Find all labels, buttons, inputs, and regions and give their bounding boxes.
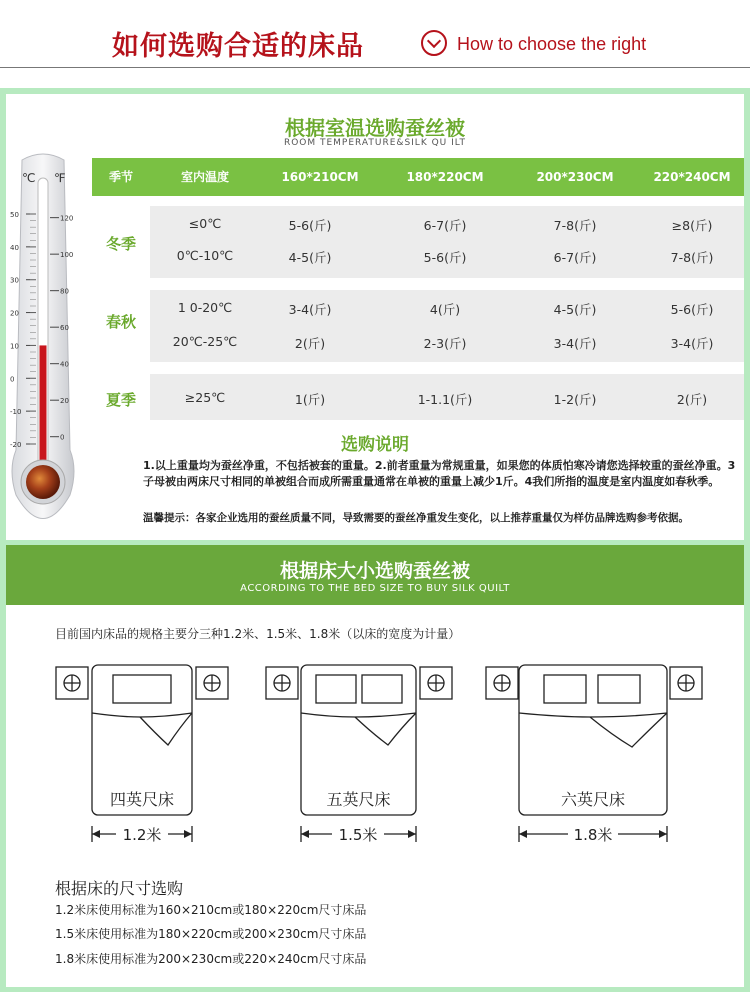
- table-cell: 4(斤): [429, 302, 461, 317]
- bed-size-guide-title: 根据床的尺寸选购: [55, 879, 184, 898]
- bed-width-1-2: 1.2米: [122, 826, 162, 844]
- fahrenheit-tick-label: 20: [60, 397, 69, 406]
- pillow-icon: [544, 675, 586, 703]
- table-cell: 2(斤): [676, 392, 708, 407]
- pillow-icon: [362, 675, 402, 703]
- celsius-tick-label: 40: [10, 243, 19, 252]
- chevron-down-circle-icon: [421, 30, 447, 56]
- celsius-tick-label: 30: [10, 276, 19, 285]
- table-cell: 4-5(斤): [553, 302, 597, 317]
- season-spring-autumn: 春秋: [105, 313, 136, 331]
- size-rule-1-2: 1.2米床使用标准为160×210cm或180×220cm尺寸床品: [55, 903, 367, 917]
- table-cell: 20℃-25℃: [172, 334, 238, 349]
- table-cell: 6-7(斤): [553, 250, 597, 265]
- bed-label-four-foot: 四英尺床: [109, 790, 174, 809]
- celsius-tick-label: -20: [10, 441, 22, 449]
- size-rule-1-5: 1.5米床使用标准为180×220cm或200×230cm尺寸床品: [55, 927, 367, 941]
- bed-width-1-5: 1.5米: [338, 826, 378, 844]
- celsius-tick-label: 20: [10, 309, 19, 318]
- table-cell: 7-8(斤): [670, 250, 714, 265]
- table-cell: 1(斤): [294, 392, 326, 407]
- page-title: 如何选购合适的床品: [112, 31, 364, 62]
- table-cell: 3-4(斤): [670, 336, 714, 351]
- size-rule-1-8: 1.8米床使用标准为200×230cm或220×240cm尺寸床品: [55, 952, 367, 966]
- table-cell: 1-2(斤): [553, 392, 597, 407]
- celsius-tick-label: -10: [10, 408, 22, 417]
- pillow-icon: [316, 675, 356, 703]
- table-cell: 5-6(斤): [423, 250, 467, 265]
- pillow-icon: [113, 675, 171, 703]
- celsius-tick-label: 50: [10, 211, 19, 219]
- table-cell: 3-4(斤): [288, 302, 332, 317]
- header-size-180: 180*220CM: [406, 170, 484, 184]
- celsius-unit: ℃: [22, 171, 36, 185]
- header-temperature: 室内温度: [180, 170, 229, 184]
- bed-label-five-foot: 五英尺床: [326, 790, 391, 809]
- bed-size-intro: 目前国内床品的规格主要分三种1.2米、1.5米、1.8米（以床的宽度为计量）: [55, 627, 461, 641]
- section2-subtitle: ACCORDING TO THE BED SIZE TO BUY SILK QUILT: [240, 583, 510, 594]
- warm-tip: 温馨提示：各家企业选用的蚕丝质量不同，导致需要的蚕丝净重发生变化，以上推荐重量仅为样仿品牌选购参考依据。: [143, 512, 689, 524]
- section1-subtitle: ROOM TEMPERATURE&SILK QU ILT: [283, 138, 467, 148]
- table-cell: 6-7(斤): [423, 218, 467, 233]
- purchase-notes: 1.以上重量均为蚕丝净重，不包括被套的重量。2.前者重量为常规重量，如果您的体质怕寒冷请您选择较重的蚕丝净重。3子母被由两床尺寸相同的单被组合而成所需重量通常在单被的重量上减少1斤。4我们所指的温度是室内温度如春秋季。: [143, 459, 736, 488]
- section1-title: 根据室温选购蚕丝被: [285, 116, 465, 140]
- table-cell: 7-8(斤): [553, 218, 597, 233]
- section2-title: 根据床大小选购蚕丝被: [279, 560, 470, 582]
- fahrenheit-tick-label: 120: [60, 214, 74, 223]
- thermometer-bulb: [26, 465, 60, 499]
- table-cell: 0℃-10℃: [176, 248, 234, 263]
- table-cell: 4-5(斤): [288, 250, 332, 265]
- table-cell: ≤0℃: [188, 216, 222, 231]
- bed-width-1-8: 1.8米: [573, 826, 613, 844]
- fahrenheit-unit: ℉: [54, 171, 66, 185]
- table-cell: 5-6(斤): [288, 218, 332, 233]
- notes-title: 选购说明: [341, 435, 409, 455]
- table-cell: 2(斤): [294, 336, 326, 351]
- header-size-200: 200*230CM: [536, 170, 614, 184]
- header-size-220: 220*240CM: [653, 170, 731, 184]
- table-cell: 1-1.1(斤): [417, 392, 473, 407]
- fahrenheit-tick-label: 80: [60, 287, 69, 296]
- header-divider: [0, 67, 750, 68]
- fahrenheit-tick-label: 100: [60, 251, 74, 260]
- table-cell: ≥25℃: [184, 390, 226, 405]
- page-subtitle-en: How to choose the right: [457, 34, 647, 54]
- table-cell: 1 0-20℃: [177, 300, 233, 315]
- table-cell: 2-3(斤): [423, 336, 467, 351]
- season-winter: 冬季: [105, 235, 136, 253]
- table-cell: ≥8(斤): [671, 218, 713, 233]
- celsius-tick-label: 10: [10, 342, 19, 351]
- header-size-160: 160*210CM: [281, 170, 359, 184]
- thermometer-graphic: [8, 150, 78, 534]
- table-cell: 3-4(斤): [553, 336, 597, 351]
- fahrenheit-tick-label: 60: [60, 324, 69, 333]
- celsius-tick-label: 0: [10, 375, 15, 384]
- bed-label-six-foot: 六英尺床: [560, 790, 625, 809]
- season-summer: 夏季: [105, 391, 136, 409]
- header-season: 季节: [108, 170, 133, 184]
- fahrenheit-tick-label: 40: [60, 360, 69, 369]
- table-header: [92, 158, 744, 196]
- table-cell: 5-6(斤): [670, 302, 714, 317]
- pillow-icon: [598, 675, 640, 703]
- fahrenheit-tick-label: 0: [60, 433, 65, 442]
